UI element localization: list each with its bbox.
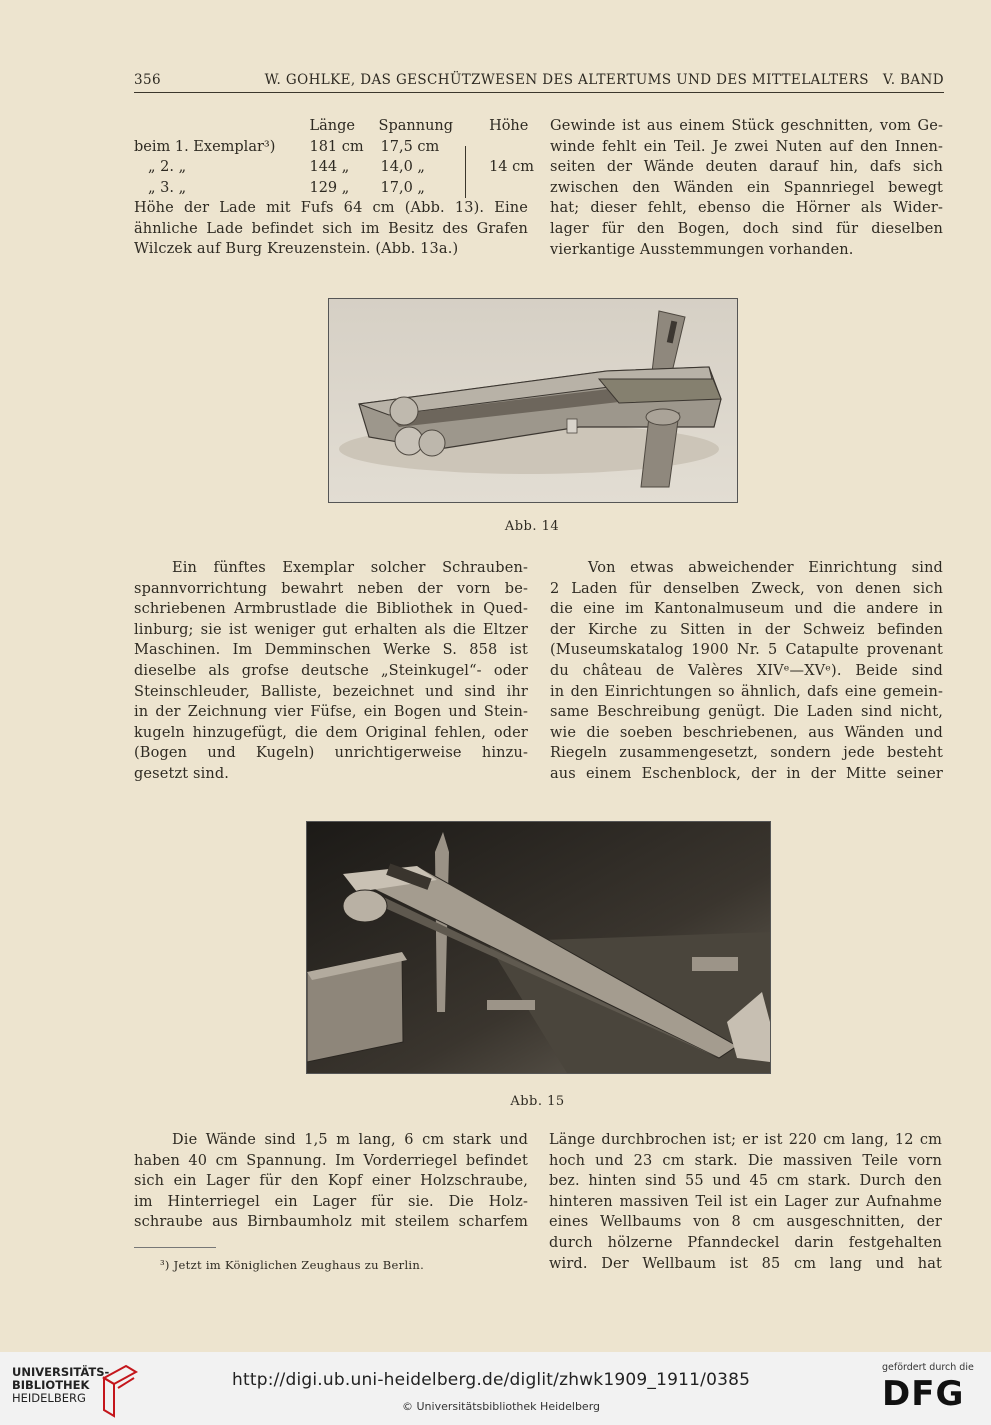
library-line: HEIDELBERG: [12, 1391, 86, 1405]
cell-spannung: 17,5 cm: [380, 138, 440, 155]
text-line: schraube aus Birnbaumholz mit steilem scharfem: [134, 1214, 528, 1231]
text-line: linburg; sie ist weniger gut erhalten als die Eltzer: [134, 621, 528, 638]
cell-laenge: 144 „: [309, 159, 350, 176]
table-brace: [465, 146, 472, 198]
text-line: die eine im Kantonalmuseum und die andere in: [550, 601, 943, 618]
text-line: sich ein Lager für den Kopf einer Holzschraube,: [134, 1173, 528, 1190]
row-label: „ 2. „: [148, 159, 187, 176]
text-line: dieselbe als grofse deutsche „Steinkugel“- oder: [134, 662, 528, 679]
text-line: bez. hinten sind 55 und 45 cm stark. Durch den: [549, 1173, 942, 1190]
text-line: (Bogen und Kugeln) unrichtigerweise hinzu-: [134, 745, 528, 762]
footnote: ³) Jetzt im Königlichen Zeughaus zu Berlin.: [160, 1258, 425, 1272]
library-name: [12, 1366, 109, 1405]
cell-hoehe: 14 cm: [489, 159, 534, 176]
row-label: beim 1. Exemplar³): [134, 138, 276, 155]
copyright-notice: © Universitätsbibliothek Heidelberg: [402, 1400, 601, 1413]
text-line: (Museumskatalog 1900 Nr. 5 Catapulte provenant: [550, 642, 943, 659]
col-header-laenge: Länge: [309, 118, 355, 134]
page-number: 356: [134, 72, 161, 88]
library-line: UNIVERSITÄTS-: [12, 1365, 110, 1379]
figure-wooden-stocks-photo: [306, 821, 771, 1074]
running-title: W. GOHLKE, DAS GESCHÜTZWESEN DES ALTERTUMS UND DES MITTELALTERS V. BAND: [264, 72, 944, 88]
dfg-logo: DFG: [882, 1374, 965, 1414]
col-header-hoehe: Höhe: [489, 118, 529, 134]
bottom-right-paragraph: [549, 1130, 942, 1274]
cell-spannung: 17,0 „: [380, 179, 425, 196]
mid-left-paragraph: [134, 558, 528, 785]
footnote-rule: [134, 1247, 216, 1248]
text-line: Die Wände sind 1,5 m lang, 6 cm stark und: [172, 1132, 528, 1148]
footer-bar: [0, 1352, 991, 1425]
table-header-row: [134, 116, 534, 137]
text-line: eines Wellbaums von 8 cm ausgeschnitten, der: [549, 1214, 942, 1231]
text-line: Von etwas abweichender Einrichtung sind: [588, 560, 943, 576]
measurement-table: [134, 116, 534, 198]
text-line: durch hölzerne Pfanndeckel darin festgehalten: [549, 1234, 942, 1251]
text-line: wie die soeben beschriebenen, aus Wänden und: [550, 724, 943, 741]
running-header: [134, 72, 944, 93]
figure-crossbow-stock: [328, 298, 738, 503]
text-line: vierkantige Ausstemmungen vorhanden.: [550, 241, 854, 258]
text-line: Wilczek auf Burg Kreuzenstein. (Abb. 13a.): [134, 241, 459, 258]
text-line: gesetzt sind.: [134, 765, 230, 782]
text-line: im Hinterriegel ein Lager für sie. Die Holz-: [134, 1193, 528, 1210]
text-line: spannvorrichtung bewahrt neben der vorn be-: [134, 580, 528, 597]
text-line: Länge durchbrochen ist; er ist 220 cm lang, 12 cm: [549, 1132, 942, 1148]
table-row: [134, 157, 534, 178]
crossbow-stock-illustration: [329, 299, 737, 502]
text-line: lager für den Bogen, doch sind für dieselben: [550, 220, 943, 237]
text-line: du château de Valères XIVᵉ—XVᵉ). Beide sind: [550, 662, 943, 679]
wooden-stocks-photo: [307, 822, 770, 1073]
funded-by-label: gefördert durch die: [882, 1362, 974, 1373]
permalink-url[interactable]: http://digi.ub.uni-heidelberg.de/diglit/zhwk1909_1911/0385: [232, 1370, 751, 1390]
figure-15-caption: Abb. 15: [510, 1094, 565, 1109]
text-line: 2 Laden für denselben Zweck, von denen sich: [550, 580, 943, 597]
text-line: zwischen den Wänden ein Spannriegel bewegt: [550, 179, 943, 196]
mid-right-paragraph: [550, 558, 943, 785]
table-row: [134, 137, 534, 158]
text-line: Maschinen. Im Demminschen Werke S. 858 ist: [134, 642, 528, 659]
text-line: ähnliche Lade befindet sich im Besitz des Grafen: [134, 220, 528, 237]
text-line: hinteren massiven Teil ist ein Lager zur Aufnahme: [549, 1193, 942, 1210]
text-line: Ein fünftes Exemplar solcher Schrauben-: [172, 560, 528, 576]
library-line: BIBLIOTHEK: [12, 1378, 90, 1392]
text-line: Riegeln zusammengesetzt, sondern jede besteht: [550, 745, 943, 762]
text-line: wird. Der Wellbaum ist 85 cm lang und hat: [549, 1255, 942, 1272]
text-line: Gewinde ist aus einem Stück geschnitten, vom Ge-: [550, 118, 943, 134]
table-row: [134, 178, 534, 199]
top-left-paragraph: [134, 198, 528, 260]
text-line: der Kirche zu Sitten in der Schweiz befinden: [550, 621, 943, 638]
top-right-paragraph: [550, 116, 943, 260]
row-label: „ 3. „: [148, 179, 187, 196]
figure-14-caption: Abb. 14: [504, 519, 560, 534]
text-line: schriebenen Armbrustlade die Bibliothek in Qued-: [134, 601, 528, 618]
bottom-left-paragraph: [134, 1130, 528, 1233]
cell-spannung: 14,0 „: [380, 159, 425, 176]
text-line: winde fehlt ein Teil. Je zwei Nuten auf den Innen-: [550, 138, 943, 155]
text-line: seiten der Wände deuten darauf hin, dafs sich: [550, 159, 943, 176]
text-line: same Beschreibung genügt. Die Laden sind nicht,: [550, 704, 943, 721]
cell-laenge: 181 cm: [309, 138, 364, 155]
text-line: Höhe der Lade mit Fufs 64 cm (Abb. 13). Eine: [134, 200, 528, 216]
text-line: Steinschleuder, Balliste, bezeichnet und sind ihr: [134, 683, 528, 700]
text-line: in der Zeichnung vier Füfse, ein Bogen und Stein-: [134, 704, 528, 721]
library-logo-icon: [100, 1360, 140, 1422]
text-line: kugeln hinzugefügt, die dem Original fehlen, oder: [134, 724, 528, 741]
col-header-spannung: Spannung: [378, 118, 454, 134]
text-line: in den Einrichtungen so ähnlich, dafs eine gemein-: [550, 683, 943, 700]
text-line: hat; dieser fehlt, ebenso die Hörner als Wider-: [550, 200, 943, 217]
cell-laenge: 129 „: [309, 179, 350, 196]
text-line: hoch und 23 cm stark. Die massiven Teile vorn: [549, 1152, 942, 1169]
text-line: haben 40 cm Spannung. Im Vorderriegel befindet: [134, 1152, 528, 1169]
text-line: aus einem Eschenblock, der in der Mitte seiner: [550, 765, 943, 782]
